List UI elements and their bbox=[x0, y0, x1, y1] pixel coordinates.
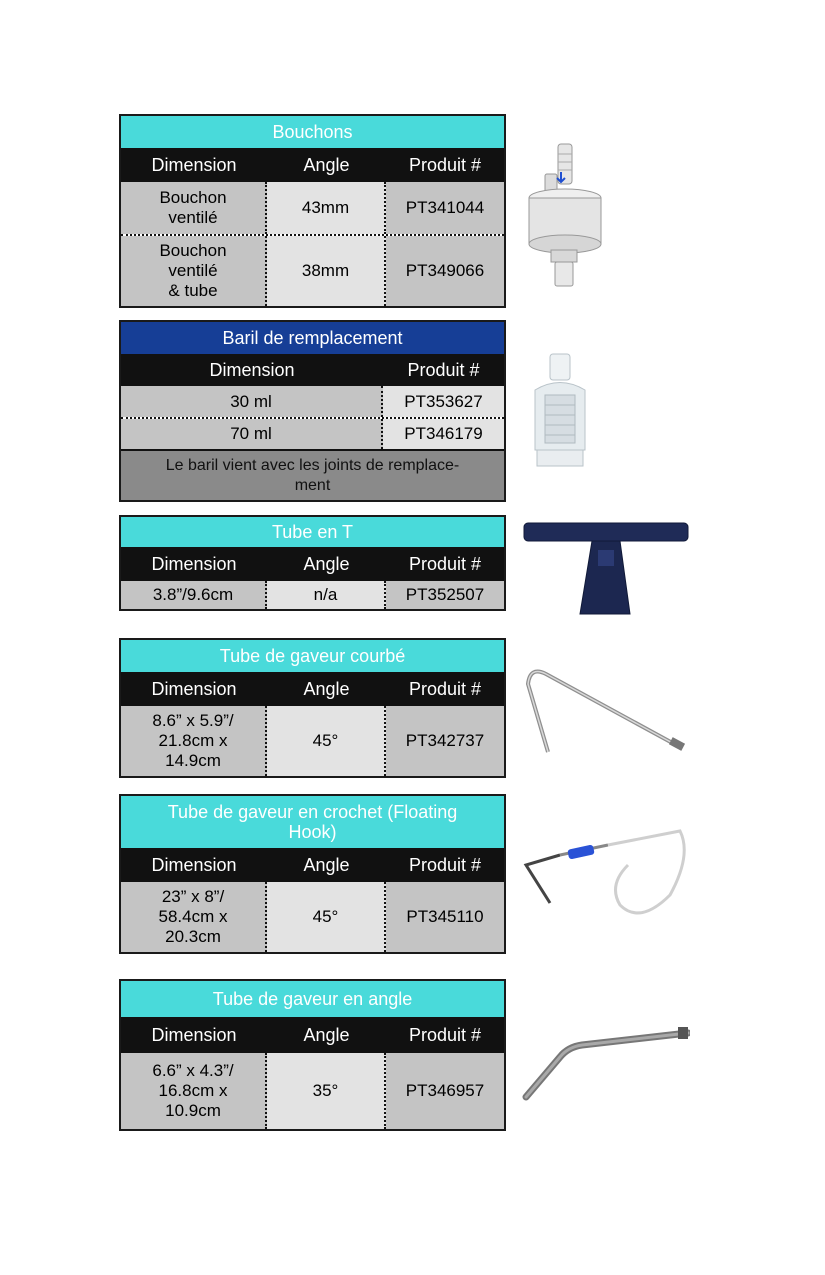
cell-angle: 45° bbox=[267, 882, 386, 952]
cell-product: PT346179 bbox=[383, 419, 504, 449]
table-title: Baril de remplacement bbox=[121, 322, 504, 354]
table-note: Le baril vient avec les joints de remplace- ment bbox=[121, 449, 504, 500]
cell-dimension: 3.8”/9.6cm bbox=[121, 581, 267, 609]
column-header-angle: Angle bbox=[303, 1024, 350, 1045]
table-tube-crochet bbox=[119, 794, 506, 954]
column-header-product: Produit # bbox=[408, 154, 482, 175]
table-row bbox=[121, 706, 504, 776]
cell-angle: n/a bbox=[267, 581, 386, 609]
cell-angle: 35° bbox=[267, 1053, 386, 1129]
column-header-dimension: Dimension bbox=[151, 854, 237, 875]
table-row bbox=[121, 182, 504, 236]
column-header-dimension: Dimension bbox=[151, 553, 237, 574]
angled-feeding-tube-image bbox=[520, 1025, 690, 1105]
column-header-angle: Angle bbox=[303, 854, 350, 875]
cell-product: PT345110 bbox=[386, 882, 504, 952]
table-title: Tube de gaveur en angle bbox=[121, 981, 504, 1017]
cell-product: PT342737 bbox=[386, 706, 504, 776]
table-baril bbox=[119, 320, 506, 502]
column-header-dimension: Dimension bbox=[151, 678, 237, 699]
cell-dimension: 30 ml bbox=[121, 386, 383, 417]
cell-product: PT352507 bbox=[386, 581, 504, 609]
column-header-product: Produit # bbox=[408, 678, 482, 699]
table-title: Tube de gaveur en crochet (Floating Hook) bbox=[121, 796, 504, 848]
table-row bbox=[121, 581, 504, 609]
column-header-dimension: Dimension bbox=[151, 154, 237, 175]
column-header-product: Produit # bbox=[407, 359, 480, 380]
cell-dimension: Bouchon ventilé bbox=[121, 182, 267, 234]
cell-angle: 38mm bbox=[267, 236, 386, 306]
column-header-dimension: Dimension bbox=[209, 359, 295, 380]
table-title: Bouchons bbox=[121, 116, 504, 148]
table-row bbox=[121, 236, 504, 306]
cell-dimension: Bouchon ventilé & tube bbox=[121, 236, 267, 306]
curved-feeding-tube-image bbox=[520, 660, 690, 760]
cell-dimension: 8.6” x 5.9”/ 21.8cm x 14.9cm bbox=[121, 706, 267, 776]
column-header-dimension: Dimension bbox=[151, 1024, 237, 1045]
column-header-angle: Angle bbox=[303, 553, 350, 574]
cell-product: PT346957 bbox=[386, 1053, 504, 1129]
floating-hook-tube-image bbox=[520, 825, 690, 925]
cell-dimension: 70 ml bbox=[121, 419, 383, 449]
table-row bbox=[121, 386, 504, 419]
table-row bbox=[121, 882, 504, 952]
t-tube-image bbox=[522, 520, 690, 618]
table-title: Tube de gaveur courbé bbox=[121, 640, 504, 672]
cell-angle: 43mm bbox=[267, 182, 386, 234]
column-header-angle: Angle bbox=[303, 678, 350, 699]
cell-product: PT353627 bbox=[383, 386, 504, 417]
column-header-product: Produit # bbox=[408, 1024, 482, 1045]
table-row bbox=[121, 1053, 504, 1129]
cell-product: PT341044 bbox=[386, 182, 504, 234]
table-tube-angle bbox=[119, 979, 506, 1131]
cell-dimension: 6.6” x 4.3”/ 16.8cm x 10.9cm bbox=[121, 1053, 267, 1129]
vented-cap-image bbox=[525, 140, 605, 290]
column-header-product: Produit # bbox=[408, 854, 482, 875]
table-title: Tube en T bbox=[121, 517, 504, 547]
cell-dimension: 23” x 8”/ 58.4cm x 20.3cm bbox=[121, 882, 267, 952]
cell-angle: 45° bbox=[267, 706, 386, 776]
table-tube-en-t bbox=[119, 515, 506, 611]
table-bouchons bbox=[119, 114, 506, 308]
column-header-product: Produit # bbox=[408, 553, 482, 574]
column-header-angle: Angle bbox=[303, 154, 350, 175]
table-tube-courbe bbox=[119, 638, 506, 778]
replacement-barrel-image bbox=[525, 350, 595, 475]
table-row bbox=[121, 419, 504, 449]
cell-product: PT349066 bbox=[386, 236, 504, 306]
